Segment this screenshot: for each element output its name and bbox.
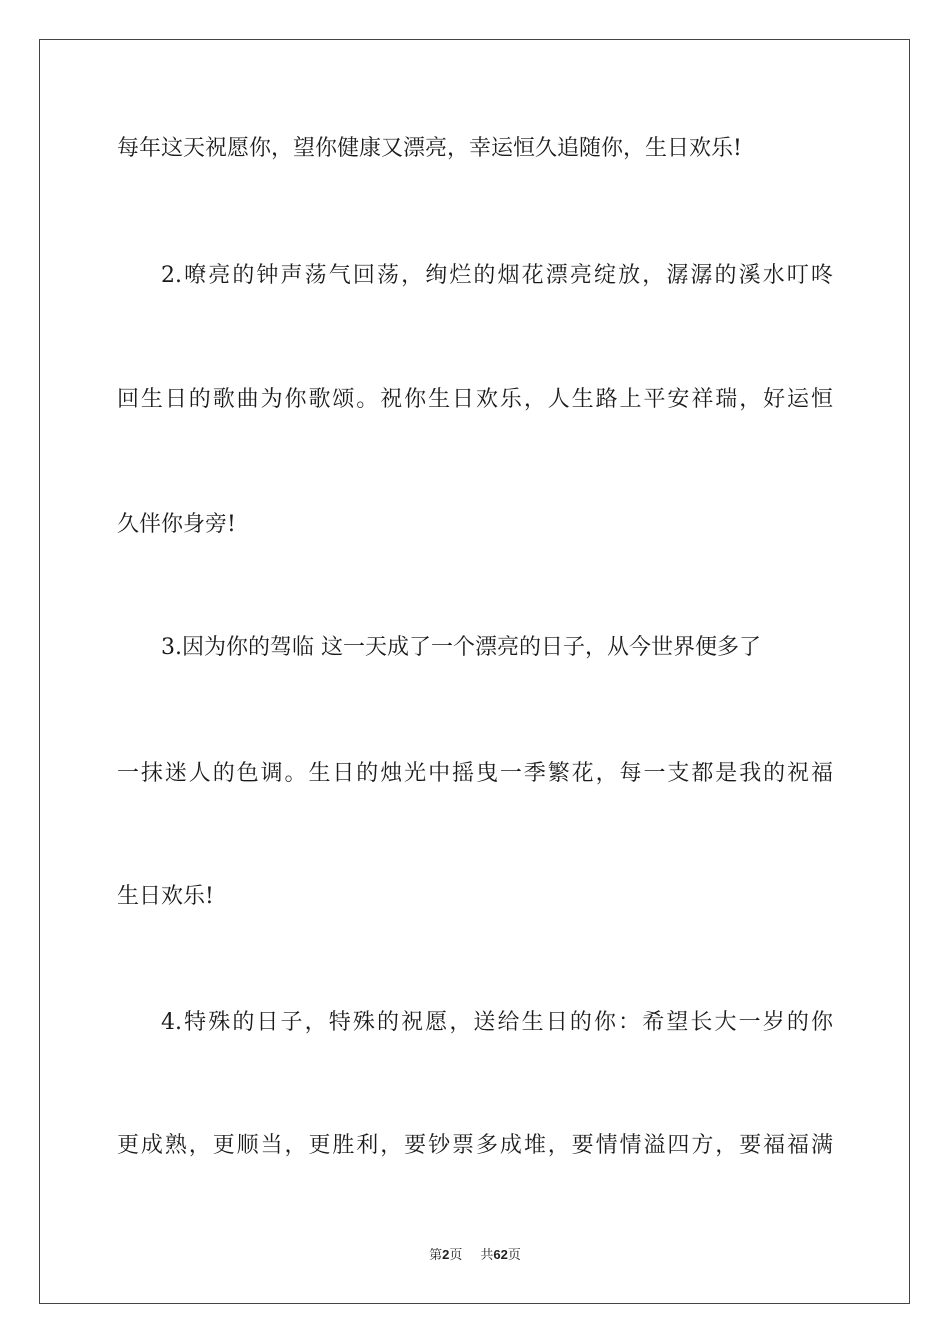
- total-pages: 62: [493, 1247, 508, 1262]
- text-line: 一抹迷人的色调。生日的烛光中摇曳一季繁花，每一支都是我的祝福: [117, 761, 833, 786]
- text-line: 4.特殊的日子，特殊的祝愿，送给生日的你：希望长大一岁的你: [161, 1010, 833, 1035]
- page-label-prefix: 第: [429, 1248, 443, 1263]
- page-number: 2: [442, 1247, 450, 1262]
- page-footer: [0, 1246, 950, 1265]
- page-border: [39, 39, 910, 1304]
- text-line: 2.嘹亮的钟声荡气回荡，绚烂的烟花漂亮绽放，潺潺的溪水叮咚: [161, 263, 833, 288]
- text-line: 回生日的歌曲为你歌颂。祝你生日欢乐，人生路上平安祥瑞，好运恒: [117, 387, 833, 412]
- text-line: 3.因为你的驾临 这一天成了一个漂亮的日子，从今世界便多了: [161, 635, 761, 660]
- text-line: 生日欢乐!: [117, 884, 214, 909]
- text-line: 久伴你身旁!: [117, 512, 236, 537]
- text-line: 更成熟，更顺当，更胜利，要钞票多成堆，要情情溢四方，要福福满: [117, 1133, 833, 1158]
- text-line: 每年这天祝愿你，望你健康又漂亮，幸运恒久追随你，生日欢乐!: [117, 136, 742, 161]
- total-label-prefix: 共: [480, 1248, 494, 1263]
- total-label-suffix: 页: [507, 1248, 521, 1263]
- page-label-suffix: 页: [449, 1248, 463, 1263]
